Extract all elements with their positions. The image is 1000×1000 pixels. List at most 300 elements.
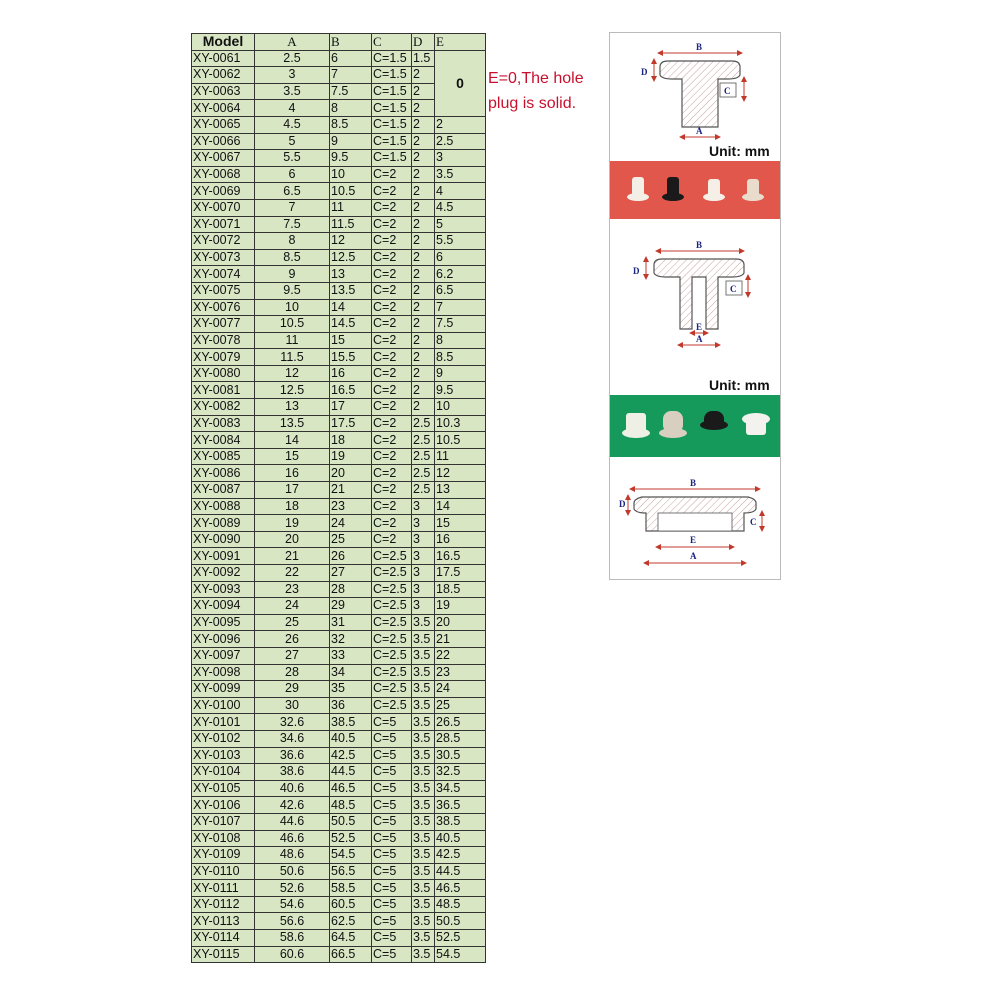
cell-model: XY-0111	[192, 880, 255, 897]
cell-d: 2.5	[412, 415, 435, 432]
table-row	[192, 813, 486, 830]
cell-model: XY-0110	[192, 863, 255, 880]
cell-b: 66.5	[330, 946, 372, 963]
dim-label-b: B	[696, 42, 703, 52]
cell-b: 46.5	[330, 780, 372, 797]
table-row	[192, 614, 486, 631]
table-row	[192, 714, 486, 731]
header-b: B	[330, 34, 372, 51]
cell-b: 56.5	[330, 863, 372, 880]
cell-d: 3.5	[412, 647, 435, 664]
cell-d: 3.5	[412, 863, 435, 880]
cell-c: C=1.5	[372, 116, 412, 133]
cell-b: 54.5	[330, 847, 372, 864]
cell-b: 28	[330, 581, 372, 598]
cell-a: 7	[255, 199, 330, 216]
cell-e: 10.3	[435, 415, 486, 432]
cell-model: XY-0063	[192, 83, 255, 100]
cell-e: 9	[435, 365, 486, 382]
cell-model: XY-0078	[192, 332, 255, 349]
cell-b: 8.5	[330, 116, 372, 133]
cell-c: C=2	[372, 498, 412, 515]
cell-a: 54.6	[255, 896, 330, 913]
svg-text:A: A	[696, 334, 703, 344]
cell-b: 16.5	[330, 382, 372, 399]
table-row	[192, 50, 486, 67]
header-e: E	[435, 34, 486, 51]
cell-model: XY-0084	[192, 432, 255, 449]
cell-d: 2	[412, 266, 435, 283]
cell-c: C=2	[372, 448, 412, 465]
cell-d: 2	[412, 316, 435, 333]
cell-model: XY-0080	[192, 365, 255, 382]
table-row	[192, 863, 486, 880]
cell-model: XY-0069	[192, 183, 255, 200]
cell-d: 2	[412, 183, 435, 200]
table-row	[192, 432, 486, 449]
cell-d: 3.5	[412, 880, 435, 897]
cell-b: 29	[330, 598, 372, 615]
cell-a: 11.5	[255, 349, 330, 366]
cell-model: XY-0066	[192, 133, 255, 150]
cell-c: C=5	[372, 730, 412, 747]
cell-c: C=2.5	[372, 681, 412, 698]
cell-model: XY-0104	[192, 764, 255, 781]
cell-model: XY-0088	[192, 498, 255, 515]
cell-b: 9	[330, 133, 372, 150]
cell-c: C=5	[372, 913, 412, 930]
cell-d: 3	[412, 498, 435, 515]
solid-plug-note	[488, 66, 608, 116]
cell-a: 5	[255, 133, 330, 150]
table-row	[192, 316, 486, 333]
table-row	[192, 498, 486, 515]
cell-d: 2	[412, 349, 435, 366]
cell-a: 6	[255, 166, 330, 183]
cell-a: 34.6	[255, 730, 330, 747]
cell-a: 48.6	[255, 847, 330, 864]
svg-text:A: A	[690, 551, 697, 561]
cell-b: 19	[330, 448, 372, 465]
cell-a: 13	[255, 399, 330, 416]
table-row	[192, 764, 486, 781]
cell-c: C=2	[372, 482, 412, 499]
cell-a: 19	[255, 515, 330, 532]
cell-e: 6	[435, 249, 486, 266]
cell-c: C=2	[372, 515, 412, 532]
cell-model: XY-0086	[192, 465, 255, 482]
cell-e: 9.5	[435, 382, 486, 399]
cell-e: 44.5	[435, 863, 486, 880]
dim-label-d: D	[641, 67, 648, 77]
table-row	[192, 747, 486, 764]
cell-c: C=5	[372, 764, 412, 781]
cell-model: XY-0082	[192, 399, 255, 416]
cell-c: C=2.5	[372, 565, 412, 582]
cell-a: 21	[255, 548, 330, 565]
cell-e: 50.5	[435, 913, 486, 930]
cell-a: 29	[255, 681, 330, 698]
cell-e: 42.5	[435, 847, 486, 864]
table-row	[192, 282, 486, 299]
cell-e: 12	[435, 465, 486, 482]
table-row	[192, 598, 486, 615]
cell-d: 2	[412, 100, 435, 117]
table-row	[192, 249, 486, 266]
cell-a: 15	[255, 448, 330, 465]
table-row	[192, 515, 486, 532]
cell-model: XY-0101	[192, 714, 255, 731]
cell-e: 22	[435, 647, 486, 664]
cell-e: 10.5	[435, 432, 486, 449]
cell-model: XY-0067	[192, 150, 255, 167]
cell-d: 2	[412, 150, 435, 167]
header-model: Model	[192, 34, 255, 51]
cell-a: 17	[255, 482, 330, 499]
cell-c: C=1.5	[372, 100, 412, 117]
cell-c: C=2.5	[372, 647, 412, 664]
cell-b: 25	[330, 531, 372, 548]
cell-e: 21	[435, 631, 486, 648]
cell-c: C=2	[372, 233, 412, 250]
cell-model: XY-0108	[192, 830, 255, 847]
cell-e: 25	[435, 697, 486, 714]
cell-c: C=2	[372, 249, 412, 266]
cell-e: 2	[435, 116, 486, 133]
cell-c: C=2.5	[372, 614, 412, 631]
cell-b: 6	[330, 50, 372, 67]
cell-a: 36.6	[255, 747, 330, 764]
cell-a: 2.5	[255, 50, 330, 67]
plug-photo-red	[610, 161, 780, 219]
cell-model: XY-0099	[192, 681, 255, 698]
cell-model: XY-0087	[192, 482, 255, 499]
cell-e: 36.5	[435, 797, 486, 814]
dim-label-c: C	[724, 86, 731, 96]
cell-e: 4	[435, 183, 486, 200]
table-row	[192, 930, 486, 947]
cell-a: 25	[255, 614, 330, 631]
cell-d: 2	[412, 216, 435, 233]
cell-model: XY-0081	[192, 382, 255, 399]
cell-d: 2	[412, 116, 435, 133]
table-row	[192, 664, 486, 681]
cell-model: XY-0073	[192, 249, 255, 266]
cell-model: XY-0072	[192, 233, 255, 250]
table-header-row	[192, 34, 486, 51]
cell-a: 26	[255, 631, 330, 648]
cell-e: 8	[435, 332, 486, 349]
cell-model: XY-0064	[192, 100, 255, 117]
cell-d: 3.5	[412, 681, 435, 698]
cell-a: 30	[255, 697, 330, 714]
cell-b: 24	[330, 515, 372, 532]
unit-label-2: Unit: mm	[709, 377, 770, 393]
cell-e: 3.5	[435, 166, 486, 183]
cell-b: 42.5	[330, 747, 372, 764]
cell-a: 44.6	[255, 813, 330, 830]
cell-b: 15	[330, 332, 372, 349]
cell-model: XY-0112	[192, 896, 255, 913]
cell-d: 3.5	[412, 730, 435, 747]
cell-d: 3.5	[412, 631, 435, 648]
cell-model: XY-0106	[192, 797, 255, 814]
cell-d: 2.5	[412, 465, 435, 482]
cell-d: 3	[412, 598, 435, 615]
cell-model: XY-0091	[192, 548, 255, 565]
cell-a: 58.6	[255, 930, 330, 947]
table-row	[192, 830, 486, 847]
cell-model: XY-0062	[192, 67, 255, 84]
cell-d: 2	[412, 233, 435, 250]
cell-e: 8.5	[435, 349, 486, 366]
cell-model: XY-0076	[192, 299, 255, 316]
table-row	[192, 531, 486, 548]
cell-b: 64.5	[330, 930, 372, 947]
svg-text:D: D	[619, 499, 626, 509]
cell-model: XY-0113	[192, 913, 255, 930]
cell-c: C=2	[372, 183, 412, 200]
cell-model: XY-0100	[192, 697, 255, 714]
cell-b: 33	[330, 647, 372, 664]
header-c: C	[372, 34, 412, 51]
plug-photo-green	[610, 395, 780, 457]
solid-plug-diagram	[610, 37, 780, 145]
cell-model: XY-0061	[192, 50, 255, 67]
cell-e: 20	[435, 614, 486, 631]
cell-a: 42.6	[255, 797, 330, 814]
cell-c: C=5	[372, 797, 412, 814]
table-row	[192, 797, 486, 814]
cell-e: 11	[435, 448, 486, 465]
cell-e: 46.5	[435, 880, 486, 897]
cell-d: 3.5	[412, 830, 435, 847]
cell-a: 9	[255, 266, 330, 283]
cell-model: XY-0095	[192, 614, 255, 631]
cell-c: C=2	[372, 382, 412, 399]
table-row	[192, 332, 486, 349]
cell-d: 2.5	[412, 482, 435, 499]
cell-d: 3.5	[412, 664, 435, 681]
cell-model: XY-0079	[192, 349, 255, 366]
cell-b: 11.5	[330, 216, 372, 233]
cell-model: XY-0075	[192, 282, 255, 299]
cell-c: C=2	[372, 399, 412, 416]
table-row	[192, 349, 486, 366]
cell-model: XY-0096	[192, 631, 255, 648]
cell-c: C=1.5	[372, 133, 412, 150]
cell-d: 3.5	[412, 930, 435, 947]
svg-text:D: D	[633, 266, 640, 276]
cell-model: XY-0083	[192, 415, 255, 432]
table-row	[192, 631, 486, 648]
cell-model: XY-0068	[192, 166, 255, 183]
cell-b: 7	[330, 67, 372, 84]
cell-d: 3.5	[412, 913, 435, 930]
cell-b: 12	[330, 233, 372, 250]
cell-b: 58.5	[330, 880, 372, 897]
note-line-1: E=0,The hole	[488, 70, 584, 87]
cell-c: C=2.5	[372, 598, 412, 615]
cell-c: C=2.5	[372, 664, 412, 681]
cell-e: 10	[435, 399, 486, 416]
cell-c: C=1.5	[372, 67, 412, 84]
svg-text:E: E	[696, 322, 703, 332]
cell-e: 48.5	[435, 896, 486, 913]
table-row	[192, 730, 486, 747]
svg-text:B: B	[696, 240, 703, 250]
cell-e: 5	[435, 216, 486, 233]
table-row	[192, 382, 486, 399]
table-row	[192, 697, 486, 714]
cell-a: 7.5	[255, 216, 330, 233]
cell-a: 18	[255, 498, 330, 515]
cell-b: 18	[330, 432, 372, 449]
cell-e: 28.5	[435, 730, 486, 747]
cell-d: 3.5	[412, 780, 435, 797]
cell-e: 34.5	[435, 780, 486, 797]
cell-a: 46.6	[255, 830, 330, 847]
cell-b: 44.5	[330, 764, 372, 781]
cell-model: XY-0098	[192, 664, 255, 681]
cell-d: 2.5	[412, 432, 435, 449]
cell-a: 28	[255, 664, 330, 681]
cell-e: 17.5	[435, 565, 486, 582]
cell-a: 10.5	[255, 316, 330, 333]
cell-c: C=2	[372, 332, 412, 349]
cell-d: 2	[412, 382, 435, 399]
cell-d: 3.5	[412, 614, 435, 631]
table-row	[192, 581, 486, 598]
cell-d: 2	[412, 166, 435, 183]
cell-c: C=2	[372, 531, 412, 548]
disc-plug-diagram	[610, 473, 780, 573]
table-body	[192, 50, 486, 963]
cell-c: C=2	[372, 316, 412, 333]
table-row	[192, 233, 486, 250]
cell-model: XY-0109	[192, 847, 255, 864]
cell-b: 17.5	[330, 415, 372, 432]
table-row	[192, 448, 486, 465]
table-row	[192, 896, 486, 913]
cell-a: 56.6	[255, 913, 330, 930]
cell-model: XY-0090	[192, 531, 255, 548]
cell-b: 16	[330, 365, 372, 382]
cell-b: 26	[330, 548, 372, 565]
cell-b: 14	[330, 299, 372, 316]
cell-b: 21	[330, 482, 372, 499]
cell-b: 38.5	[330, 714, 372, 731]
cell-e: 7	[435, 299, 486, 316]
cell-c: C=5	[372, 847, 412, 864]
cell-d: 2	[412, 83, 435, 100]
cell-d: 3	[412, 581, 435, 598]
cell-b: 7.5	[330, 83, 372, 100]
cell-a: 23	[255, 581, 330, 598]
cell-a: 8.5	[255, 249, 330, 266]
table-row	[192, 365, 486, 382]
cell-a: 13.5	[255, 415, 330, 432]
cell-c: C=2	[372, 365, 412, 382]
cell-a: 60.6	[255, 946, 330, 963]
table-row	[192, 415, 486, 432]
cell-c: C=5	[372, 896, 412, 913]
svg-text:E: E	[690, 535, 697, 545]
cell-a: 4.5	[255, 116, 330, 133]
cell-b: 15.5	[330, 349, 372, 366]
cell-e: 26.5	[435, 714, 486, 731]
cell-d: 3.5	[412, 714, 435, 731]
cell-a: 32.6	[255, 714, 330, 731]
svg-text:C: C	[750, 517, 757, 527]
cell-e: 6.5	[435, 282, 486, 299]
table-row	[192, 946, 486, 963]
cell-c: C=5	[372, 780, 412, 797]
table-row	[192, 482, 486, 499]
note-line-2: plug is solid.	[488, 95, 577, 112]
table-row	[192, 847, 486, 864]
table-row	[192, 780, 486, 797]
table-row	[192, 465, 486, 482]
cell-b: 50.5	[330, 813, 372, 830]
cell-d: 3.5	[412, 797, 435, 814]
cell-c: C=5	[372, 930, 412, 947]
cell-d: 3	[412, 531, 435, 548]
cell-e: 4.5	[435, 199, 486, 216]
cell-d: 3.5	[412, 847, 435, 864]
table-row	[192, 150, 486, 167]
cell-d: 2.5	[412, 448, 435, 465]
cell-c: C=2	[372, 266, 412, 283]
cell-d: 2	[412, 399, 435, 416]
cell-c: C=5	[372, 880, 412, 897]
cell-d: 3.5	[412, 896, 435, 913]
cell-e: 5.5	[435, 233, 486, 250]
cell-b: 8	[330, 100, 372, 117]
cell-c: C=2.5	[372, 548, 412, 565]
cell-c: C=2	[372, 299, 412, 316]
cell-model: XY-0070	[192, 199, 255, 216]
cell-b: 9.5	[330, 150, 372, 167]
cell-a: 4	[255, 100, 330, 117]
cell-a: 8	[255, 233, 330, 250]
table-row	[192, 266, 486, 283]
cell-d: 2	[412, 133, 435, 150]
cell-model: XY-0093	[192, 581, 255, 598]
cell-a: 52.6	[255, 880, 330, 897]
cell-model: XY-0105	[192, 780, 255, 797]
table-row	[192, 880, 486, 897]
cell-c: C=5	[372, 747, 412, 764]
cell-c: C=2.5	[372, 631, 412, 648]
cell-b: 10.5	[330, 183, 372, 200]
cell-e: 32.5	[435, 764, 486, 781]
cell-c: C=5	[372, 714, 412, 731]
cell-a: 27	[255, 647, 330, 664]
cell-c: C=2	[372, 166, 412, 183]
cell-e: 6.2	[435, 266, 486, 283]
cell-c: C=2	[372, 349, 412, 366]
cell-e: 16.5	[435, 548, 486, 565]
cell-c: C=5	[372, 946, 412, 963]
table-row	[192, 133, 486, 150]
cell-model: XY-0097	[192, 647, 255, 664]
cell-c: C=2	[372, 465, 412, 482]
cell-d: 3.5	[412, 747, 435, 764]
cell-d: 2	[412, 67, 435, 84]
cell-d: 2	[412, 365, 435, 382]
table-row	[192, 647, 486, 664]
